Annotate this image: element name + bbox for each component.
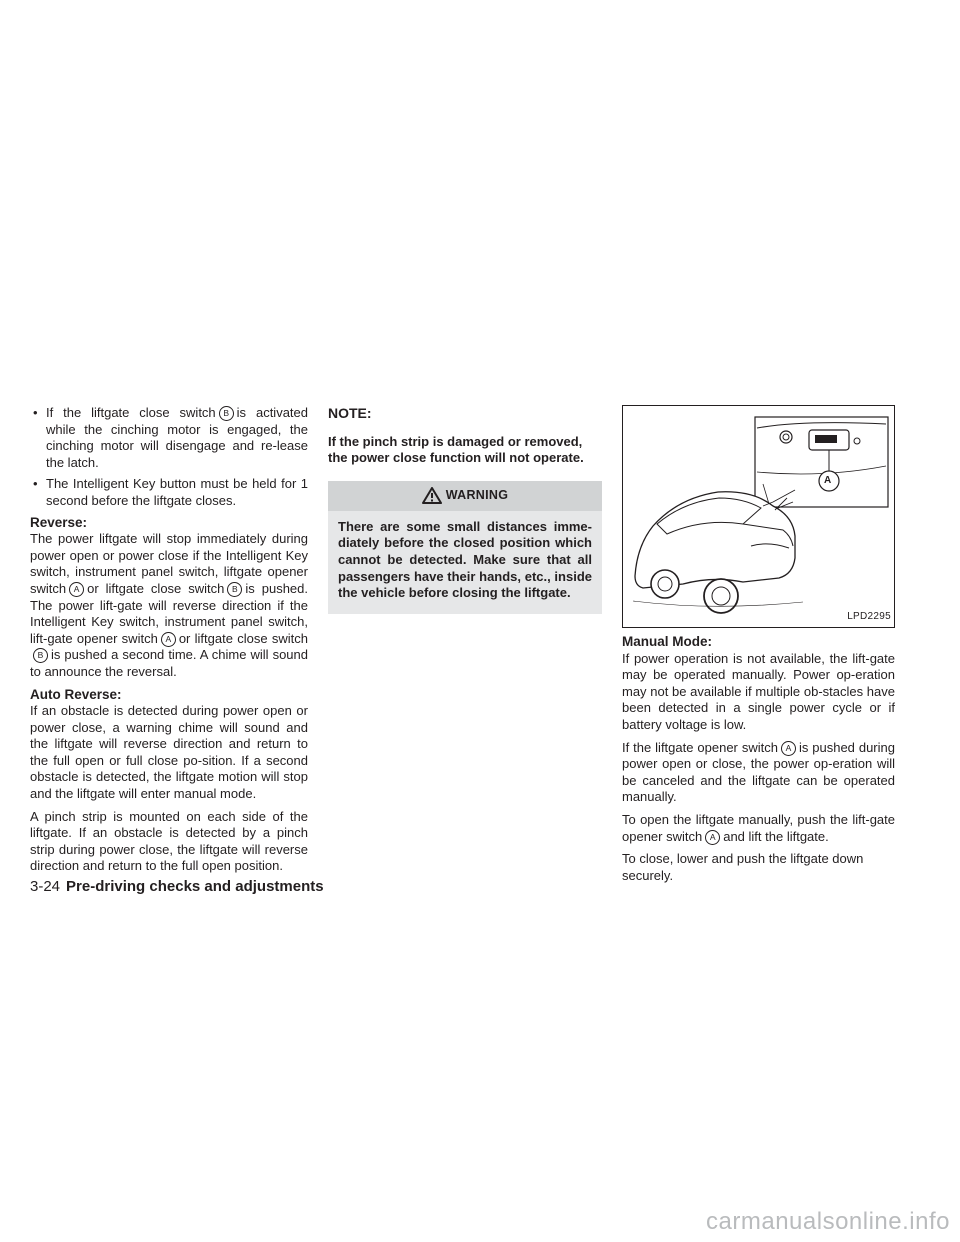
callout-b-marker: B (227, 582, 242, 597)
watermark: carmanualsonline.info (706, 1208, 950, 1235)
note-body: If the pinch strip is damaged or removed, the power close function will not operate. (328, 433, 584, 466)
reverse-heading: Reverse: (30, 514, 88, 530)
callout-b-marker: B (219, 406, 234, 421)
text-run: and lift the liftgate. (723, 828, 829, 844)
bullet-text: is activated while the cinching motor is engaged, the cinching motor will disengage and re-lease the latch. (46, 405, 308, 470)
pinch-strip-paragraph: A pinch strip is mounted on each side of the liftgate. If an obstacle is detected by a pinch strip during power close, the liftgate will reverse direction and return to the full open position. (30, 808, 308, 874)
page-footer (30, 878, 324, 895)
list-item (30, 405, 308, 471)
text-run: If the liftgate opener switch (622, 739, 778, 755)
text-run: is pushed a second time. A chime will sound to announce the reversal. (30, 647, 308, 679)
list-item (30, 476, 308, 509)
text-run: is pushed during power open or close, the power op-eration will be canceled and the liftgate can be operated manually. (622, 739, 895, 805)
warning-box (328, 481, 602, 614)
callout-a-marker: A (781, 741, 796, 756)
chapter-title: Pre-driving checks and adjustments (66, 878, 324, 895)
left-column (30, 405, 308, 881)
bullet-marker: • (33, 476, 38, 492)
right-column (622, 405, 895, 890)
text-run: is pushed. The power lift-gate will reverse direction if the Intelligent Key switch, instrument panel switch, lift-gate opener switch (30, 580, 308, 646)
manual-mode-paragraph: If power operation is not available, the lift-gate may be operated manually. Power op-eration may not be available if multiple ob-stacles have been detected in a single power cycle or if battery voltage is low. (622, 650, 895, 732)
middle-column (328, 405, 602, 614)
text-run: or liftgate close switch (178, 630, 309, 646)
warning-icon (422, 487, 442, 504)
note-heading: NOTE: (328, 405, 372, 421)
text-run: or liftgate close switch (87, 580, 225, 596)
figure-callout-a: A (824, 475, 832, 486)
vehicle-rear-drawing (623, 406, 894, 627)
figure-code: LPD2295 (847, 611, 891, 623)
page-number: 3-24 (30, 878, 61, 895)
reverse-paragraph (30, 531, 308, 680)
warning-header (328, 481, 602, 511)
auto-reverse-paragraph: If an obstacle is detected during power open or power close, a warning chime will sound and the liftgate will reverse direction and return to the full open or full close po-sition. If a second obstacle is detected, the liftgate motion will stop and the liftgate will enter manual mode. (30, 703, 308, 802)
bullet-text: The Intelligent Key button must be held for 1 second before the liftgate closes. (46, 476, 308, 508)
text-run: To open the liftgate manually, push the lift-gate opener switch (622, 811, 895, 844)
manual-open-paragraph (622, 812, 895, 845)
manual-close-paragraph: To close, lower and push the liftgate down securely. (622, 851, 864, 883)
liftgate-switch-illustration (622, 405, 895, 628)
manual-cancel-paragraph (622, 740, 895, 806)
auto-reverse-heading: Auto Reverse: (30, 686, 122, 702)
callout-a-marker: A (161, 632, 176, 647)
text-run: The power liftgate will stop immediately during power open or power close if the Intelligent Key switch, instrument panel switch, liftgate opener switch (30, 531, 308, 596)
callout-b-marker: B (33, 648, 48, 663)
callout-a-marker: A (705, 830, 720, 845)
manual-mode-heading: Manual Mode: (622, 634, 712, 649)
warning-title: WARNING (445, 488, 509, 503)
warning-body: There are some small distances imme-diately before the closed position which cannot be detected. Make sure that all passengers have their hands, etc., inside the vehicle before closing the liftgate. (338, 518, 592, 601)
bullet-text: If the liftgate close switch (46, 405, 216, 420)
bullet-marker: • (33, 405, 38, 420)
callout-a-marker: A (69, 582, 84, 597)
